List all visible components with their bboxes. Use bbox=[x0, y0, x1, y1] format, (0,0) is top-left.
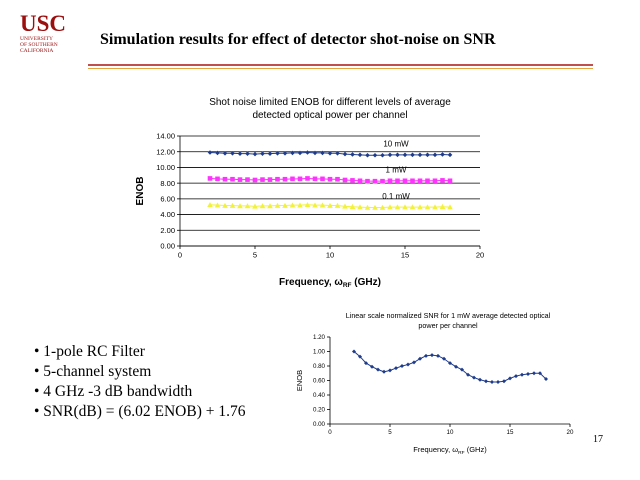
y-tick-label: 0.00 bbox=[160, 241, 175, 251]
chart-title: detected optical power per channel bbox=[252, 110, 408, 121]
y-tick-label: 6.00 bbox=[160, 194, 175, 204]
bullet-item: • SNR(dB) = (6.02 ENOB) + 1.76 bbox=[34, 403, 246, 420]
y-axis-title: ENOB bbox=[295, 369, 304, 392]
data-point bbox=[394, 366, 398, 370]
x-tick-label: 5 bbox=[388, 429, 392, 437]
x-tick-label: 20 bbox=[475, 250, 485, 260]
logo-line-2: OF SOUTHERN bbox=[20, 42, 58, 48]
y-tick-label: 4.00 bbox=[160, 210, 175, 220]
y-tick-label: 10.00 bbox=[156, 163, 175, 173]
data-point bbox=[424, 354, 428, 358]
logo-line-3: CALIFORNIA bbox=[20, 48, 54, 54]
page-number: 17 bbox=[593, 434, 603, 445]
data-point bbox=[514, 374, 518, 378]
series-line bbox=[354, 352, 546, 382]
x-tick-label: 5 bbox=[252, 250, 258, 260]
data-point bbox=[400, 364, 404, 368]
x-tick-label: 0 bbox=[328, 429, 332, 437]
logo-wordmark: USC bbox=[20, 11, 67, 36]
logo-line-1: UNIVERSITY bbox=[20, 36, 53, 42]
data-point bbox=[382, 370, 386, 374]
y-axis-title: ENOB bbox=[135, 176, 146, 206]
data-point bbox=[472, 376, 476, 380]
y-tick-label: 0.80 bbox=[312, 363, 325, 371]
y-tick-label: 0.60 bbox=[312, 377, 325, 385]
data-point bbox=[388, 368, 392, 372]
series-label: 1 mW bbox=[385, 165, 407, 175]
data-point bbox=[502, 379, 506, 383]
y-tick-label: 1.20 bbox=[312, 334, 325, 342]
chart-title: power per channel bbox=[418, 321, 478, 330]
y-tick-label: 0.20 bbox=[312, 406, 325, 414]
x-tick-label: 0 bbox=[177, 250, 183, 260]
x-axis-title: Frequency, $\omega_{RF}$ (GHz) bbox=[279, 277, 381, 289]
data-point bbox=[436, 354, 440, 358]
data-point bbox=[526, 372, 530, 376]
bullet-list bbox=[34, 342, 246, 422]
x-tick-label: 10 bbox=[325, 250, 335, 260]
y-tick-label: 0.00 bbox=[312, 421, 325, 429]
data-point bbox=[532, 371, 536, 375]
y-tick-label: 14.00 bbox=[156, 131, 175, 141]
x-axis-title: Frequency, $\omega_{RF}$ (GHz) bbox=[413, 445, 487, 456]
series-label: 10 mW bbox=[383, 139, 409, 149]
bullet-item: • 5-channel system bbox=[34, 363, 152, 380]
y-tick-label: 0.40 bbox=[312, 392, 325, 400]
x-tick-label: 10 bbox=[446, 429, 454, 437]
series-label: 0.1 mW bbox=[382, 191, 410, 201]
data-point bbox=[478, 378, 482, 382]
slide-title: Simulation results for effect of detector shot-noise on SNR bbox=[100, 31, 496, 48]
y-tick-label: 12.00 bbox=[156, 147, 175, 157]
data-point bbox=[430, 353, 434, 357]
data-point bbox=[376, 368, 380, 372]
data-point bbox=[508, 376, 512, 380]
y-tick-label: 8.00 bbox=[160, 178, 175, 188]
x-tick-label: 15 bbox=[506, 429, 514, 437]
data-point bbox=[496, 380, 500, 384]
chart-title: Shot noise limited ENOB for different levels of average bbox=[209, 97, 451, 108]
data-point bbox=[406, 363, 410, 367]
chart-title: Linear scale normalized SNR for 1 mW average detected optical bbox=[345, 311, 551, 320]
bullet-item: • 4 GHz -3 dB bandwidth bbox=[34, 383, 193, 400]
x-tick-label: 20 bbox=[566, 429, 574, 437]
bullet-item: • 1-pole RC Filter bbox=[34, 343, 145, 360]
data-point bbox=[520, 373, 524, 377]
data-point bbox=[490, 380, 494, 384]
y-tick-label: 1.00 bbox=[312, 348, 325, 356]
y-tick-label: 2.00 bbox=[160, 225, 175, 235]
x-tick-label: 15 bbox=[400, 250, 410, 260]
data-point bbox=[484, 379, 488, 383]
